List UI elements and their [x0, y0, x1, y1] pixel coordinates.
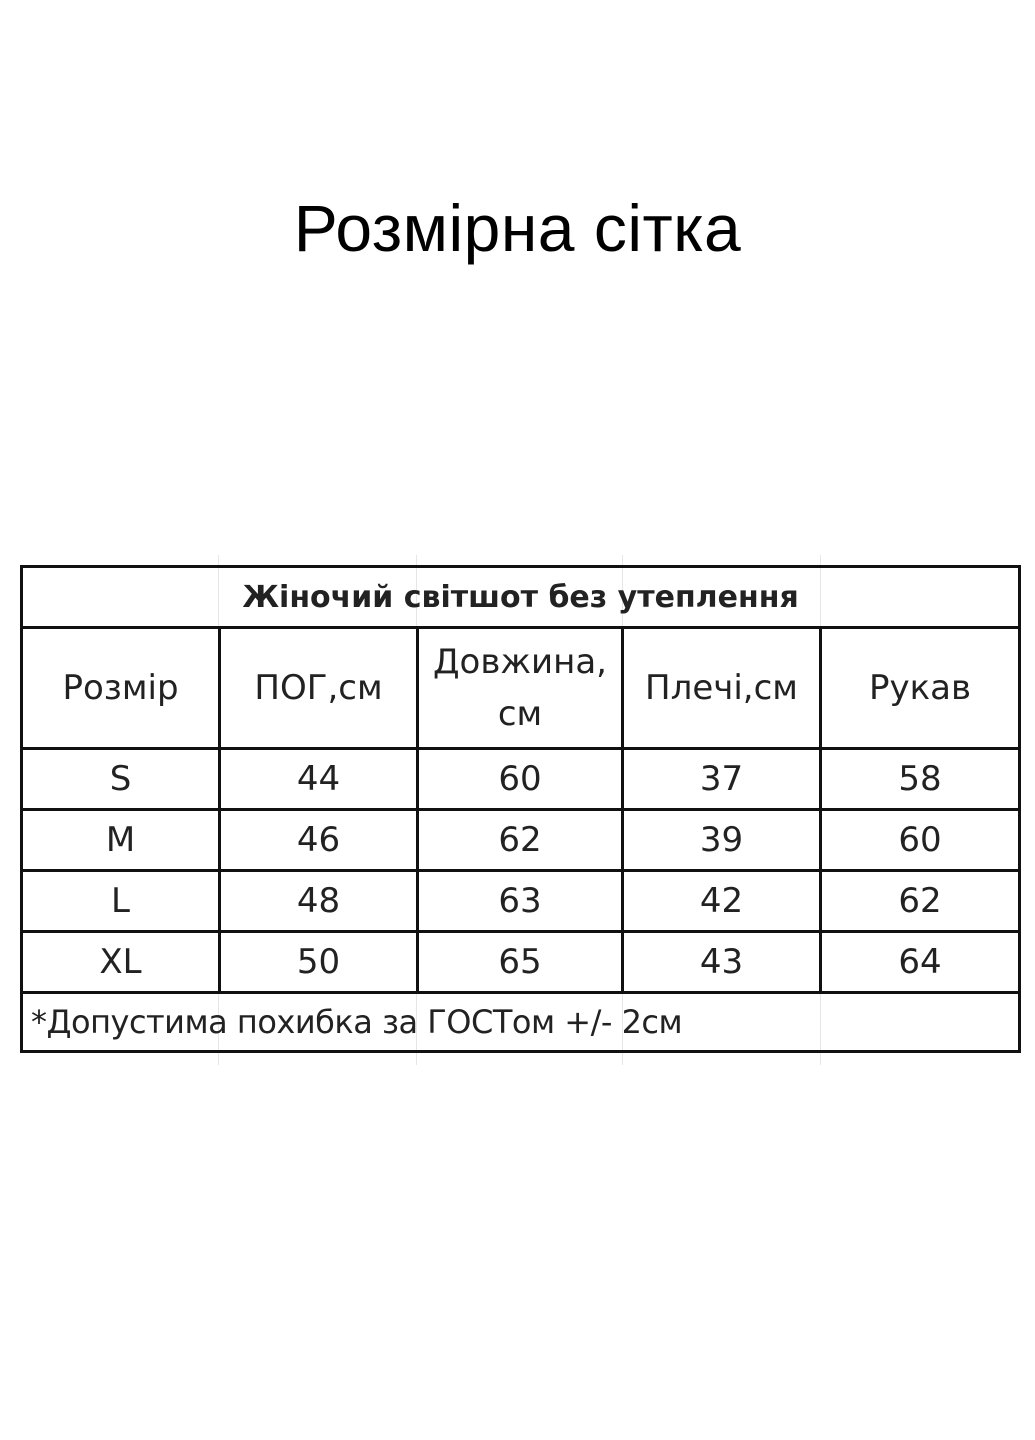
- cell-size: M: [22, 810, 220, 871]
- table-header-row: [22, 628, 1020, 749]
- header-shoulders: Плечі,см: [623, 628, 821, 749]
- cell-sleeve: 64: [821, 932, 1020, 993]
- cell-chest: 44: [220, 749, 418, 810]
- header-size: Розмір: [22, 628, 220, 749]
- cell-shoulders: 42: [623, 871, 821, 932]
- cell-length: 62: [418, 810, 623, 871]
- table-row: [22, 749, 1020, 810]
- cell-chest: 48: [220, 871, 418, 932]
- header-sleeve: Рукав: [821, 628, 1020, 749]
- page-title: Розмірна сітка: [293, 191, 742, 265]
- table-row: [22, 932, 1020, 993]
- table-note-row: [22, 993, 1020, 1052]
- cell-length: 63: [418, 871, 623, 932]
- cell-sleeve: 60: [821, 810, 1020, 871]
- cell-shoulders: 37: [623, 749, 821, 810]
- cell-chest: 46: [220, 810, 418, 871]
- tolerance-note: *Допустима похибка за ГОСТом +/- 2см: [22, 993, 1020, 1052]
- header-chest: ПОГ,см: [220, 628, 418, 749]
- cell-length: 65: [418, 932, 623, 993]
- table-row: [22, 871, 1020, 932]
- table-row: [22, 810, 1020, 871]
- cell-length: 60: [418, 749, 623, 810]
- cell-size: S: [22, 749, 220, 810]
- table-caption: Жіночий світшот без утеплення: [22, 567, 1020, 628]
- cell-shoulders: 39: [623, 810, 821, 871]
- cell-sleeve: 62: [821, 871, 1020, 932]
- header-length: Довжина, см: [418, 628, 623, 749]
- cell-sleeve: 58: [821, 749, 1020, 810]
- size-chart-table: [20, 565, 1021, 1053]
- table-caption-row: [22, 567, 1020, 628]
- cell-size: L: [22, 871, 220, 932]
- cell-shoulders: 43: [623, 932, 821, 993]
- cell-size: XL: [22, 932, 220, 993]
- cell-chest: 50: [220, 932, 418, 993]
